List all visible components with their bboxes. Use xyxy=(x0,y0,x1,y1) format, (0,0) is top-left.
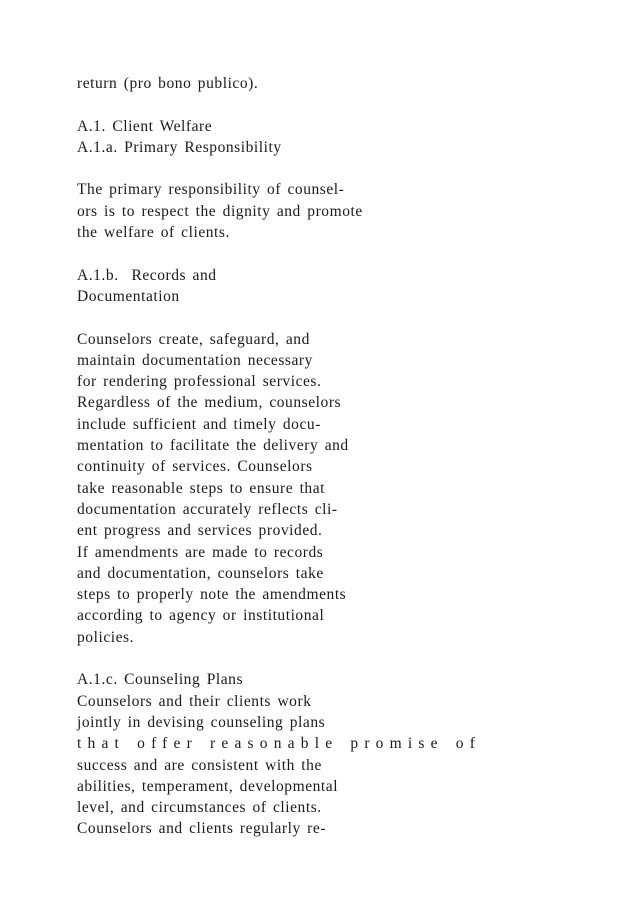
text-line: ors is to respect the dignity and promote xyxy=(77,202,363,220)
subsection-heading: A.1.b. Records and xyxy=(77,266,217,284)
text-line: Counselors and their clients work xyxy=(77,692,312,710)
blank-line xyxy=(77,243,577,264)
text-line: Regardless of the medium, counselors xyxy=(77,394,342,412)
text-line: abilities, temperament, developmental xyxy=(77,777,339,795)
text-line: success and are consistent with the xyxy=(77,756,322,774)
text-line: according to agency or institutional xyxy=(77,607,325,625)
text-line: steps to properly note the amendments xyxy=(77,586,347,604)
text-line: level, and circumstances of clients. xyxy=(77,799,322,817)
text-line: for rendering professional services. xyxy=(77,373,322,391)
text-line: The primary responsibility of counsel- xyxy=(77,181,345,199)
text-line: take reasonable steps to ensure that xyxy=(77,479,326,497)
subsection-heading: Documentation xyxy=(77,287,180,305)
blank-line xyxy=(77,94,577,115)
text-line: If amendments are made to records xyxy=(77,543,324,561)
text-line: policies. xyxy=(77,628,135,646)
document-text xyxy=(77,73,577,840)
text-line: jointly in devising counseling plans xyxy=(77,713,326,731)
subsection-heading: A.1.a. Primary Responsibility xyxy=(77,138,282,156)
section-heading: A.1. Client Welfare xyxy=(77,117,213,135)
blank-line xyxy=(77,158,577,179)
text-line: continuity of services. Counselors xyxy=(77,458,313,476)
blank-line xyxy=(77,648,577,669)
subsection-heading: A.1.c. Counseling Plans xyxy=(77,671,244,689)
text-line: documentation accurately reflects cli- xyxy=(77,500,338,518)
text-line: and documentation, counselors take xyxy=(77,564,324,582)
text-line: ent progress and services provided. xyxy=(77,522,323,540)
text-line: the welfare of clients. xyxy=(77,224,230,242)
text-line: that offer reasonable promise of xyxy=(77,735,482,753)
text-line: Counselors and clients regularly re- xyxy=(77,820,327,838)
blank-line xyxy=(77,307,577,328)
text-line: return (pro bono publico). xyxy=(77,75,259,92)
text-line: mentation to facilitate the delivery and xyxy=(77,437,349,455)
text-line: include sufficient and timely docu- xyxy=(77,415,321,433)
text-line: Counselors create, safeguard, and xyxy=(77,330,310,348)
text-line: maintain documentation necessary xyxy=(77,351,313,369)
